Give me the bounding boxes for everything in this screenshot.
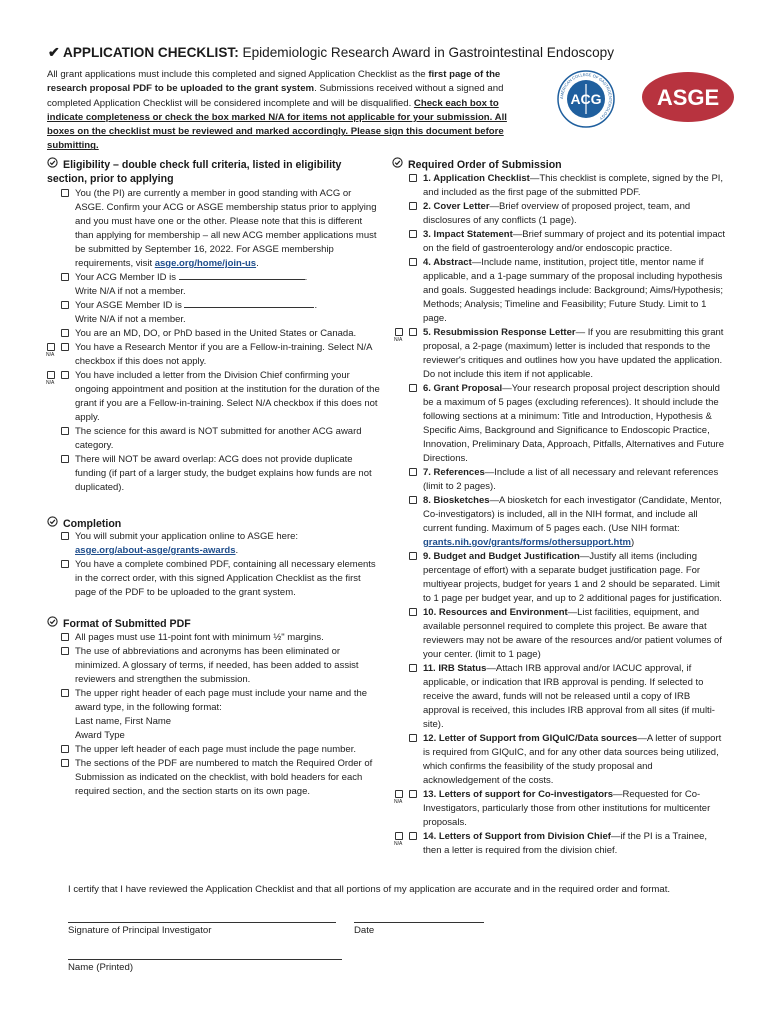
checkbox[interactable] — [47, 371, 55, 379]
item-text: You have included a letter from the Division Chief confirming your ongoing appointment and position at the institution for the duration of the grant if you are a Fellow-in-training. Select N/A checkbox if this does not apply. — [75, 370, 380, 423]
order-item-9 — [409, 550, 727, 606]
order-item-3 — [409, 228, 727, 256]
na-label: N/A — [46, 352, 55, 358]
checkbox[interactable] — [61, 273, 69, 281]
item-title: 11. IRB Status — [423, 663, 487, 674]
na-label: N/A — [46, 380, 55, 386]
checkbox[interactable] — [61, 759, 69, 767]
completion-heading-text: Completion — [63, 518, 122, 530]
checkbox[interactable] — [395, 328, 403, 336]
na-checkbox[interactable] — [409, 790, 417, 798]
format-item-sections — [61, 757, 381, 799]
checkbox[interactable] — [61, 532, 69, 540]
checkbox[interactable] — [409, 734, 417, 742]
item-text: The use of abbreviations and acronyms has been eliminated or minimized. A glossary of terms, if needed, has been added to assist reviewers and strengthen the submission. — [75, 646, 359, 685]
item-text-end: ) — [630, 537, 635, 548]
acg-id-field[interactable] — [179, 279, 305, 280]
order-item-8 — [409, 494, 727, 550]
item-title: 5. Resubmission Response Letter — [423, 327, 576, 338]
acg-ring-text: AMERICAN COLLEGE OF GASTROENTEROLOGY — [558, 71, 614, 122]
check-circle-icon — [392, 157, 404, 172]
item-text: Your ASGE Member ID is — [75, 300, 185, 311]
checkbox[interactable] — [409, 552, 417, 560]
checkbox[interactable] — [395, 790, 403, 798]
eligibility-item-asge-id — [61, 299, 381, 327]
order-item-11 — [409, 662, 727, 732]
item-text: —A biosketch for each investigator (Candidate, Mentor, Co-investigators) is included, all in the NIH format, and include all current funding. Maximum of 5 pages each. (Use NIH format: — [423, 495, 722, 534]
item-title: 12. Letter of Support from GIQuIC/Data sources — [423, 733, 638, 744]
order-item-12 — [409, 732, 727, 788]
eligibility-item-membership — [61, 187, 381, 271]
item-text: —Your research proposal project description should be a maximum of 5 pages (excluding references). It should include the following sections at a minimum: Title and Introduction, Hypothesis & Specific Aims, Background and Significance to Endoscopic Practice, Innovation, Preliminary Data, Approach, Pitfalls, Alternatives and Future Directions. — [423, 383, 724, 464]
eligibility-item-overlap — [61, 453, 381, 495]
checkbox[interactable] — [61, 301, 69, 309]
item-title: 1. Application Checklist — [423, 173, 530, 184]
checkmark-icon: ✔ — [48, 44, 60, 60]
eligibility-item-mentor — [47, 341, 381, 369]
format-line-1: Last name, First Name — [75, 716, 172, 727]
item-text: —List facilities, equipment, and available personnel required to complete this project. Be aware that reviewers may not be aware of the resources and/or patient volumes of your center. (limit to 1 page) — [423, 607, 722, 660]
page-title — [48, 44, 628, 61]
completion-heading — [47, 516, 347, 531]
item-text: —if the PI is a Trainee, then a letter is required from the division chief. — [423, 831, 708, 856]
format-heading-text: Format of Submitted PDF — [63, 618, 191, 630]
checkbox[interactable] — [61, 689, 69, 697]
order-heading — [392, 157, 722, 172]
na-checkbox[interactable] — [61, 371, 69, 379]
item-text: —Justify all items (including percentage of effort) with a separate budget justification page. For multiyear projects, budget for years 1 and 2 should be separated. Limit to 1 page per budget year, and up to 2 additional pages for justification. — [423, 551, 722, 604]
format-line-2: Award Type — [75, 730, 125, 741]
acg-logo — [557, 70, 615, 128]
checkbox[interactable] — [409, 468, 417, 476]
item-text: —Brief overview of proposed project, team, and disclosures of any conflicts (1 page). — [423, 201, 691, 226]
intro-text-1: All grant applications must include this completed and signed Application Checklist as the — [47, 69, 429, 80]
checkbox[interactable] — [61, 427, 69, 435]
item-text: You (the PI) are currently a member in good standing with ACG or ASGE. Confirm your ACG or ASGE membership status prior to applying and you must have one or the other. Please note that this is different than applying for membership – all new ACG member applications must be submitted by September 16, 2022. For ASGE membership requirements, visit — [75, 188, 377, 269]
name-label: Name (Printed) — [68, 962, 134, 973]
na-checkbox[interactable] — [409, 832, 417, 840]
item-title: 8. Biosketches — [423, 495, 490, 506]
checkbox[interactable] — [409, 174, 417, 182]
item-text: You have a Research Mentor if you are a Fellow-in-training. Select N/A checkbox if this does not apply. — [75, 342, 372, 367]
date-label: Date — [354, 925, 375, 936]
check-circle-icon — [47, 516, 59, 531]
checkbox[interactable] — [409, 202, 417, 210]
asge-logo — [640, 70, 736, 124]
signature-label: Signature of Principal Investigator — [68, 925, 212, 936]
join-link[interactable]: asge.org/home/join-us — [154, 258, 257, 269]
format-item-font — [61, 631, 381, 645]
nih-link[interactable]: grants.nih.gov/grants/forms/othersupport.htm — [423, 537, 631, 548]
intro-text-3: . Submissions received without a signed and completed Application Checklist will be considered incomplete and will be disqualified. — [47, 83, 504, 109]
item-title: 14. Letters of Support from Division Chief — [423, 831, 611, 842]
checkbox[interactable] — [61, 560, 69, 568]
item-title: 3. Impact Statement — [423, 229, 513, 240]
format-item-header-right — [61, 687, 381, 743]
item-text: — If you are resubmitting this grant proposal, a 2-page (maximum) letter is included that responds to the reviewer's critiques and outlines how you have updated the application. Do not include this item if not applicable. — [423, 327, 724, 380]
grants-link[interactable]: asge.org/about-asge/grants-awards — [75, 545, 236, 556]
format-list — [61, 631, 381, 799]
format-item-header-left — [61, 743, 381, 757]
order-item-13 — [395, 788, 727, 830]
order-list — [394, 172, 727, 858]
order-item-7 — [409, 466, 727, 494]
order-item-2 — [409, 200, 727, 228]
intro-text-2: first page of the research proposal PDF to be uploaded to the grant system — [47, 69, 501, 95]
checkbox[interactable] — [47, 343, 55, 351]
signature-line[interactable] — [68, 922, 336, 923]
date-line[interactable] — [354, 922, 484, 923]
item-text: —Requested for Co-Investigators, particularly those from other institutions for multicenter proposals. — [423, 789, 711, 828]
intro-instructions: Check each box to indicate completeness or check the box marked N/A for items not applicable for your submission. All boxes on the checklist must be reviewed and marked accordingly. Please sign this document before submitting. — [47, 97, 507, 152]
eligibility-list — [46, 187, 381, 495]
order-heading-text: Required Order of Submission — [408, 159, 562, 171]
eligibility-heading-text: Eligibility – double check full criteria, listed in eligibility section, prior to applying — [47, 159, 342, 185]
na-checkbox[interactable] — [409, 328, 417, 336]
checkbox[interactable] — [409, 664, 417, 672]
check-circle-icon — [47, 616, 59, 631]
checkbox[interactable] — [61, 745, 69, 753]
item-text: —Include name, institution, project title, mentor name if applicable, and a 1-page summary of the proposal including hypothesis and goals. Suggested headings include: Background; Aims/Hypothesis; Methods; Analysis; Timeline and Feasibility; Future Study. Limit to 1 page. — [423, 257, 723, 324]
item-text: —Include a list of all necessary and relevant references (limit to 2 pages). — [423, 467, 719, 492]
item-text-end: . — [304, 272, 308, 283]
item-text: All pages must use 11-point font with minimum ½" margins. — [75, 632, 324, 643]
item-text: —Attach IRB approval and/or IACUC approval, if applicable, or indication that IRB approval is pending. If selected to receive the award, funds will not be released until a copy of IRB approval is received, this includes IRB approval from all sites (if multi-site). — [423, 663, 715, 730]
order-item-6 — [409, 382, 727, 466]
eligibility-item-division-chief — [47, 369, 381, 425]
na-checkbox[interactable] — [61, 343, 69, 351]
checkbox[interactable] — [61, 455, 69, 463]
checkbox[interactable] — [409, 258, 417, 266]
completion-list — [61, 530, 381, 600]
order-item-4 — [409, 256, 727, 326]
order-item-1 — [409, 172, 727, 200]
asge-id-field[interactable] — [184, 307, 314, 308]
item-title: 13. Letters of support for Co-investigators — [423, 789, 614, 800]
item-text: The upper left header of each page must include the page number. — [75, 744, 356, 755]
checkbox[interactable] — [409, 608, 417, 616]
item-text: The sections of the PDF are numbered to match the Required Order of Submission as indicated on the checklist, with bold headers for each required section, and the section starts on its own page. — [75, 758, 373, 797]
completion-item-pdf — [61, 558, 381, 600]
completion-item-submit — [61, 530, 381, 558]
item-title: 9. Budget and Budget Justification — [423, 551, 580, 562]
checkbox[interactable] — [409, 496, 417, 504]
item-text: You are an MD, DO, or PhD based in the United States or Canada. — [75, 328, 357, 339]
item-title: 10. Resources and Environment — [423, 607, 568, 618]
na-label: N/A — [394, 841, 403, 847]
checkbox[interactable] — [61, 329, 69, 337]
item-text-end: . — [314, 300, 318, 311]
item-text: You have a complete combined PDF, containing all necessary elements in the correct order, with this signed Application Checklist as the first page of the PDF to be uploaded to the grant system. — [75, 559, 376, 598]
order-item-10 — [409, 606, 727, 662]
checkbox[interactable] — [409, 384, 417, 392]
certification-statement: I certify that I have reviewed the Application Checklist and that all portions of my application are accurate and in the required order and format. — [68, 884, 671, 895]
title-bold: APPLICATION CHECKLIST: — [63, 45, 239, 60]
item-text: —A letter of support is required from GIQuIC, and for any other data sources being utilized, which confirms the feasibility of the study proposal and acknowledgement of the costs. — [423, 733, 722, 786]
format-item-abbrev — [61, 645, 381, 687]
item-note: Write N/A if not a member. — [75, 314, 186, 325]
item-text: —This checklist is complete, signed by the PI, and included as the first page of the submitted PDF. — [423, 173, 724, 198]
item-text: —Brief summary of project and its potential impact on the field of gastroenterology and/or endoscopic practice. — [423, 229, 726, 254]
item-title: 2. Cover Letter — [423, 201, 490, 212]
order-item-14 — [395, 830, 727, 858]
checkbox[interactable] — [61, 189, 69, 197]
item-text: The upper right header of each page must include your name and the award type, in the following format: — [75, 688, 368, 713]
checkbox[interactable] — [61, 647, 69, 655]
order-item-5 — [395, 326, 727, 382]
asge-logo-text: ASGE — [656, 85, 720, 110]
name-line[interactable] — [68, 959, 342, 960]
item-note: Write N/A if not a member. — [75, 286, 186, 297]
checkbox[interactable] — [409, 230, 417, 238]
check-circle-icon — [47, 157, 59, 172]
item-title: 7. References — [423, 467, 485, 478]
eligibility-heading — [47, 157, 347, 186]
item-title: 4. Abstract — [423, 257, 472, 268]
checkbox[interactable] — [61, 633, 69, 641]
intro-paragraph — [47, 68, 525, 154]
na-label: N/A — [394, 799, 403, 805]
eligibility-item-acg-id — [61, 271, 381, 299]
item-text: You will submit your application online to ASGE here: — [75, 531, 299, 542]
format-heading — [47, 616, 347, 631]
item-text: Your ACG Member ID is — [75, 272, 179, 283]
acg-logo-text: ACG — [570, 91, 602, 107]
eligibility-item-science — [61, 425, 381, 453]
item-text-end: . — [235, 545, 239, 556]
checkbox[interactable] — [395, 832, 403, 840]
na-label: N/A — [394, 337, 403, 343]
item-title: 6. Grant Proposal — [423, 383, 503, 394]
item-text: The science for this award is NOT submitted for another ACG award category. — [75, 426, 362, 451]
item-text: There will NOT be award overlap: ACG does not provide duplicate funding (if part of a larger study, the budget explains how funds are not duplicated). — [75, 454, 372, 493]
title-rest: Epidemiologic Research Award in Gastrointestinal Endoscopy — [238, 45, 615, 60]
item-text-end: . — [256, 258, 259, 269]
eligibility-item-degree — [61, 327, 381, 341]
